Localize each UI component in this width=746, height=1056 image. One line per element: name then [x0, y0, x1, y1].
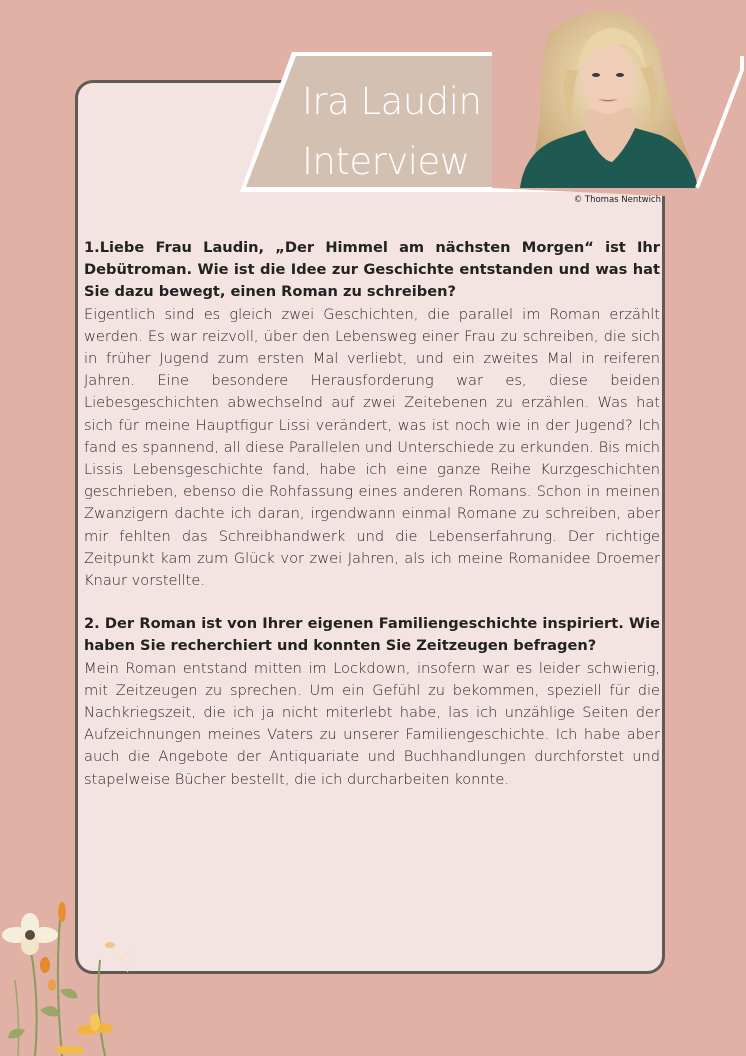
photo-credit: © Thomas Nentwich [573, 195, 661, 205]
interview-content [84, 237, 660, 791]
flower-decoration [0, 890, 150, 1056]
question-1: 1.Liebe Frau Laudin, „Der Himmel am nächsten Morgen“ ist Ihr Debütroman. Wie ist die Idee zur Geschichte entstanden und was hat Sie dazu bewegt, einen Roman zu schreiben? [84, 239, 660, 301]
question-2: 2. Der Roman ist von Ihrer eigenen Familiengeschichte inspiriert. Wie haben Sie recherchiert und konnten Sie Zeitzeugen befragen? [84, 615, 660, 655]
title-name: Ira Laudin [302, 80, 482, 123]
answer-2: Mein Roman entstand mitten im Lockdown, insofern war es leider schwierig, mit Zeitzeugen zu sprechen. Um ein Gefühl zu bekommen, speziell für die Nachkriegszeit, die ich ja nicht miterlebt habe, las ich unzählige Seiten der Aufzeichnungen meines Vaters zu unserer Familiengeschichte. Ich habe aber auch die Angebote der Antiquariate und Buchhandlungen durchforstet und stapelweise Bücher bestellt, die ich durcharbeiten konnte. [84, 659, 660, 788]
author-photo [492, 0, 746, 200]
title-interview: Interview [302, 140, 470, 183]
answer-1: Eigentlich sind es gleich zwei Geschichten, die parallel im Roman erzählt werden. Es war reizvoll, über den Lebensweg einer Frau zu schreiben, die sich in früher Jugend zum ersten Mal verliebt, und ein zweites Mal in reiferen Jahren. Eine besondere Herausforderung war es, diese beiden Liebesgeschichten abwechselnd auf zwei Zeitebenen zu erzählen. Was hat sich für meine Hauptfigur Lissi verändert, was ist noch wie in der Jugend? Ich fand es spannend, all diese Parallelen und Unterschiede zu erkunden. Bis mich Lissis Lebensgeschichte fand, habe ich eine ganze Reihe Kurzgeschichten geschrieben, ebenso die Rohfassung eines anderen Romans. Schon in meinen Zwanzigern dachte ich daran, irgendwann einmal Romane zu schreiben, aber mir fehlten das Schreibhandwerk und die Lebenserfahrung. Der richtige Zeitpunkt kam zum Glück vor zwei Jahren, als ich meine Romanidee Droemer Knaur vorstellte. [84, 305, 660, 590]
